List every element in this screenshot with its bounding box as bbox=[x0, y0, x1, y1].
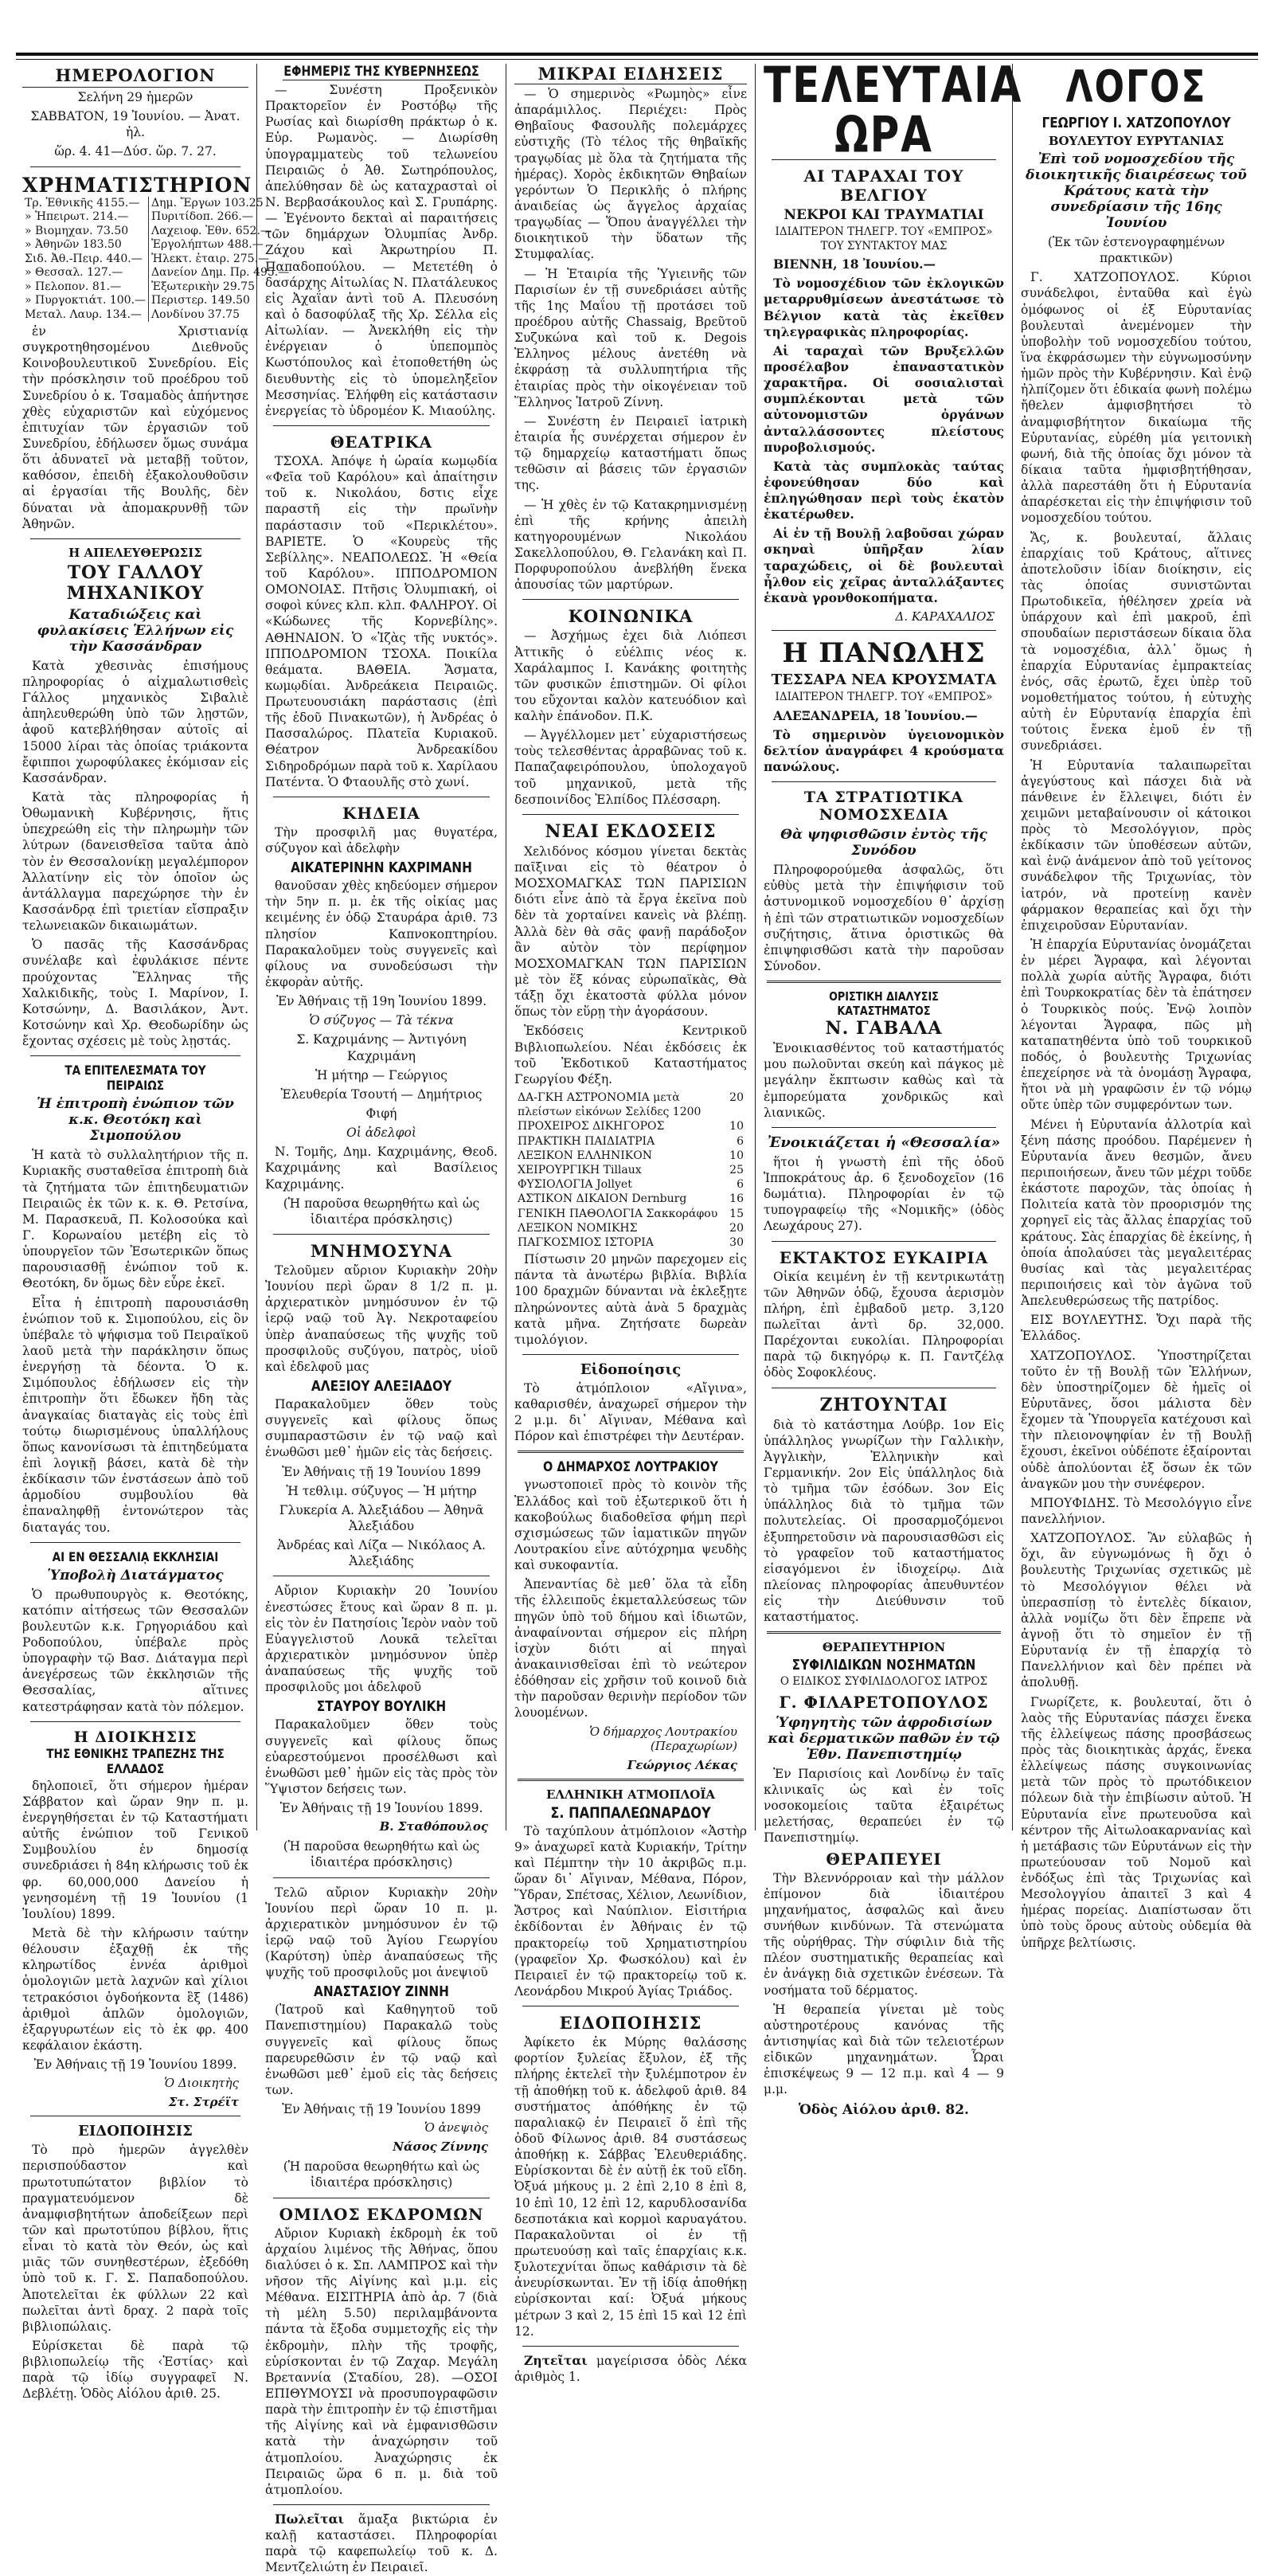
book-price: 10 bbox=[729, 1149, 744, 1162]
brief-paragraph: — Συνέστη ἐν Πειραιεῖ ἰατρικὴ ἑταιρία ἧς συνέρχεται σήμερον ἐν τῷ δημαρχείῳ καταστήματι ὅπως τεθῶσιν αἱ βάσεις τῶν ἐργασιῶν της. bbox=[514, 413, 747, 493]
divider bbox=[30, 1055, 240, 1056]
calendar-line: Σελήνη 29 ἡμερῶν bbox=[77, 90, 193, 104]
belgium-paragraph: Αἱ ταραχαὶ τῶν Βρυξελλῶν προσέλαβον ἐπαναστατικὸν χαρακτῆρα. Οἱ σοσιαλισταὶ συμπλέκονται μετὰ τῶν αὐτονομιστῶν ὀργάνων ἀνταλλάσσοντες πλείστους πυροβολισμούς. bbox=[764, 343, 1004, 455]
column-2 bbox=[259, 64, 504, 2575]
theatre-paragraph: ΤΣΟΧΑ. Ἀπόψε ἡ ὡραία κωμῳδία «Φεῖα τοῦ Καρόλου» καὶ ἀπαίτησιν τοῦ κ. Νικολάου, δστις εἶχε παραστῆ εἰς τὴν πρωϊνὴν παράστασιν τοῦ «Περικλέτου». ΒΑΡΙΕΤΕ. Ὁ «Κουρεὺς τῆς Σεβίλλης». ΝΕΑΠΟΛΕΩΣ. Ἡ «Θεία τοῦ Καρόλου». ΙΠΠΟΔΡΟΜΙΟΝ ΟΜΟΝΟΙΑΣ. Πτῆσις Ὀλυμπιακή, οἱ σοφοὶ κύνες κλπ. κλπ. ΦΑΛΗΡΟΥ. Οἱ «Κώδωνες τῆς Κορνεβίλης». ΑΘΗΝΑΙΟΝ. Ὁ «Ἰζὰς τῆς νυκτός». ΙΠΠΟΔΡΟΜΙΟΝ ΤΣΟΧΑ. Ποικίλα θεάματα. ΒΑΘΕΙΑ. Ἄσματα, κωμῳδίαι. Ἀνδρεάκεια Πειραιῶς. Πρωτευουσιάκη παράστασις (ἐπὶ τῆς ἐδοῦ Πινακωτῶν), ἡ Ἀνδρέας ὁ Πασσαλώρος. Πλατεῖα Κυριακοῦ. Θέατρον Ἀνδρεακίδου Σιδηροδρόμων παρὰ τοῦ κ. Χαρίλαου Πατέντα. Ὁ Φταουλῆς στὸ χωνί. bbox=[265, 453, 498, 789]
funeral-relatives: Οἱ ἀδελφοὶ bbox=[346, 1126, 416, 1141]
sale-notice bbox=[265, 2511, 498, 2576]
exchange-row bbox=[22, 308, 291, 323]
brief-paragraph: — Ἡ χθὲς ἐν τῷ Κατακρημνισμένῃ ἐπὶ τῆς κρήνης ἀπειλὴ κατηγορουμένων Νικολάου Σακελλοπούλου, Θ. Γελανάκη καὶ Π. Πορφυροπούλου ἀνεβλήθη ἕνεκα ἀπουσίας τῶν μαρτύρων. bbox=[514, 497, 747, 593]
notices-paragraph: Εὑρίσκεται δὲ παρὰ τῷ βιβλιοπωλείῳ τῆς ‹Ἑστίας› καὶ παρὰ τῷ ἰδίῳ συγγραφεῖ Ν. Δεβλέτῃ. Ὁδὸς Αἰόλου ἀριθ. 25. bbox=[22, 2338, 248, 2402]
column-rule bbox=[755, 64, 756, 1830]
exchange-cell-left: Μεταλ. Λαυρ. 134.— bbox=[22, 308, 149, 323]
speech-paragraph: ΧΑΤΖΟΠΟΥΛΟΣ. Ὑποστηρίζεται τοῦτο ἐν τῇ Βουλῇ τῶν Ἑλλήνων, δὲν ὑποστηρίζομεν δὲ ἡμεῖς οἱ Εὐρυτᾶνες, ὅσοι μάλιστα δὲν ἔχομεν τὰ Ὑπουργεῖα κατέχουσι καὶ τὴν πλειονοψηφίαν ἐν τῇ Βουλῇ ἔχουσι, ἐκεῖνοι οὐδέποτε ἐξαίρονται οὐδὲ ἀπολύονται ἐξ ὅσων ἐκ τῶν ἀναγκῶν μου τὴν συνέφερον. bbox=[1021, 1348, 1252, 1491]
bank-title: ΤΗΣ ΕΘΝΙΚΗΣ ΤΡΑΠΕΖΗΣ ΤΗΣ ΕΛΛΑΔΟΣ bbox=[46, 1745, 225, 1776]
store-title: Ν. ΓΑΒΑΛΑ bbox=[825, 1018, 943, 1039]
latest-hour-title: ΤΕΛΕΥΤΑΙΑ ΩΡΑ bbox=[764, 56, 1023, 164]
speech-note: (Ἐκ τῶν ἐστενογραφημένων πρακτικῶν) bbox=[1047, 235, 1225, 266]
brief-paragraph: — Ἡ Ἑταιρία τῆς Ὑγιεινῆς τῶν Παρισίων ἐν τῇ συνεδριάσει αὐτῆς τῆς 1ης Μαΐου τῇ προτάσει τοῦ προέδρου αὐτῆς Chassaig, Βρεῦτοῦ Συζυκώνα καὶ τοῦ κ. Degois Ἑλληνος μέλους ἀνετέθη νὰ ἐκφράσῃ τὰ συλλυπητήρια τῆς ἐταιρίας πρὸς τὴν οἰκογένειαν τοῦ Ἕλληνος Ἰατροῦ Ζίννη. bbox=[514, 266, 747, 409]
exchange-cell-left: » Ἀθηνῶν 183.50 bbox=[22, 238, 149, 253]
funeral-intro: Τὴν προσφιλῆ μας θυγατέρα, σύζυγον καὶ ἀδελφὴν bbox=[265, 824, 498, 856]
plague-dateline: ΑΛΕΞΑΝΔΡΕΙΑ, 18 Ἰουνίου.— bbox=[773, 707, 978, 723]
speech-paragraph: Ἡ ἐπαρχία Εὐρυτανίας ὀνομάζεται ἐν μέρει Ἄγραφα, καὶ λέγονται πολλὰ χωρία αὐτῆς Ἄγραφα, διότι ἐπὶ Τουρκοκρατίας δὲν τὰ ἐπάτησεν ὁ Τουρκικὸς πούς. Ἐνῷ λοιπὸν λέγονται Ἄγραφα, πῶς μὴ καταπατηθέντα ὑπὸ τοῦ τουρκικοῦ ποδός, ὁ βουλευτὴς Τριχωνίας ἐπεχείρησε νὰ τὰ ὀνομάσῃ Ἄγραφα, ἤτοι νὰ μὴ γραφῶσιν ἐν τῷ νόμῳ οὔτε ὑπὲρ τῶν συμφερόντων των. bbox=[1021, 938, 1252, 1113]
divider bbox=[30, 1542, 240, 1543]
divider bbox=[273, 2504, 490, 2505]
book-price: 20 bbox=[729, 1221, 744, 1235]
belgium-wire: ΙΔΙΑΙΤΕΡΟΝ ΤΗΛΕΓΡ. ΤΟΥ «ΕΜΠΡΟΣ» ΤΟΥ ΣΥΝΤΑΚΤΟΥ ΜΑΣ bbox=[775, 225, 993, 253]
memorial-paragraph: Παρακαλοῦμεν ὅθεν τοὺς συγγενεῖς καὶ φίλους ὅπως εὐαρεστούμενοι προσέλθωσι καὶ ἐνωθῶσι μεθ᾽ ἡμῶν εἰς τὰς πρὸς τὸν Ὕψιστον δεήσεις των. bbox=[265, 1717, 498, 1796]
memorial-title: ΜΝΗΜΟΣΥΝΑ bbox=[310, 1241, 453, 1261]
social-paragraph: — Ἀσχήμως ἐχει διὰ Λιόπεσι Ἀττικῆς ὁ εὐέλπις νέος κ. Χαράλαμπος Ι. Κανάκης φοιτητὴς τῶν φυσικῶν ἐπιστημῶν. Οἱ φίλοι του εὔχονται καλὸν κατευόδιον καὶ καλὴν ἐπάνοδον. Π.Κ. bbox=[514, 628, 747, 724]
speech-subtitle: Ἐπὶ τοῦ νομοσχεδίου τῆς διοικητικῆς διαιρέσεως τοῦ Κράτους κατὰ τὴν συνεδρίασιν τῆς 16ης Ἰουνίου bbox=[1026, 151, 1247, 231]
social-title: ΚΟΙΝΩΝΙΚΑ bbox=[568, 606, 694, 627]
funeral-name: ΑΙΚΑΤΕΡΙΝΗΝ ΚΑΧΡΙΜΑΝΗ bbox=[291, 859, 472, 877]
divider bbox=[772, 1241, 996, 1242]
divider bbox=[273, 425, 490, 426]
book-title: ΠΡΟΧΕΙΡΟΣ ΔΙΚΗΓΟΡΟΣ bbox=[518, 1120, 665, 1133]
memorial-paragraph: Τελῶ αὔριον Κυριακὴν 20ὴν Ἰουνίου περὶ ὥραν 10 π. μ. ἀρχιερατικὸν μνημόσυνον ἐν τῷ ἱερῷ ναῷ τοῦ Ἁγίου Γεωργίου (Καρύτση) ὑπὲρ ἀναπαύσεως τῆς ψυχῆς τοῦ προσφιλοῦς μοι ἀνεψιοῦ bbox=[265, 1885, 498, 1980]
memorial-date: Ἐν Ἀθήναις τῇ 19 Ἰουνίου 1899 bbox=[282, 2102, 481, 2117]
clinic-name: Γ. ΦΙΛΑΡΕΤΟΠΟΥΛΟΣ bbox=[779, 1692, 989, 1712]
store-kicker: ΟΡΙΣΤΙΚΗ ΔΙΑΛΥΣΙΣ ΚΑΤΑΣΤΗΜΑΤΟΣ bbox=[829, 989, 939, 1019]
military-bills-paragraph: Πληροφορούμεθα ἀσφαλῶς, ὅτι εὐθὺς μετὰ τὴν ἐπιψήφισιν τοῦ ἀστυνομικοῦ νομοσχεδίου θ᾽ ἀρχίσῃ ἡ ἐπὶ τῶν στρατιωτικῶν νομοσχεδίων συζήτησις, ἅτινα ὁριστικῶς θὰ ἐπιψηφισθῶσι κατὰ τὴν παροῦσαν Σύνοδον. bbox=[764, 863, 1004, 973]
piraeus-title: ΤΑ ΕΠΙΤΕΛΕΣΜΑΤΑ ΤΟΥ ΠΕΙΡΑΙΩΣ bbox=[64, 1063, 206, 1094]
piraeus-paragraph: Εἶτα ἡ ἐπιτροπὴ παρουσιάσθη ἐνώπιον τοῦ κ. Σιμοπούλου, εἰς ὃν ὑπέβαλε τὸ ψήφισμα τοῦ Πειραϊκοῦ λαοῦ μετὰ τὴν παράκλησιν ὅπως ἐνεργήσῃ τὰ δέοντα. Ὁ κ. Σιμόπουλος ἐδήλωσεν εἰς τὴν ἐπιτροπὴν ὅτι ἔδωκεν ἤδη τὰς ἀναγκαίας διαταγὰς εἰς τοὺς ἐπὶ τούτῳ διωρισμένους ὑπαλλήλους ὅπως κανονίσωσι τὰ ἐπιτηδεύματα ἐπὶ λογικῇ βάσει, κατὰ δὲ τὴν ἐκδίκασιν τῶν ἐνστάσεων ἀπὸ τοῦ ἁρμοδίου συμβουλίου θὰ ἐπαναληφθῇ ἐντονώτερον τὰς διαταγάς του. bbox=[22, 1295, 248, 1535]
book-row bbox=[514, 1134, 747, 1149]
memorial-paragraph: (Ἰατροῦ καὶ Καθηγητοῦ τοῦ Πανεπιστημίου) Παρακαλῶ τοὺς συγγενεῖς καὶ φίλους ὅπως παρευρεθῶσιν ἐν τῷ ναῷ καὶ ἑνωθῶσι μεθ᾽ ἐμοῦ εἰς τὰς δεήσεις των. bbox=[265, 2002, 498, 2098]
notices-title: ΕΙΔΟΠΟΙΗΣΙΣ bbox=[78, 2123, 193, 2140]
divider bbox=[767, 1631, 1001, 1634]
mech-subtitle: Καταδιώξεις καὶ φυλακίσεις Ἑλλήνων εἰς τὴν Κασσάνδραν bbox=[37, 606, 234, 655]
jobs-paragraph: διὰ τὸ κατάστημα Λούβρ. 1ον Εἰς ὑπάλληλος γνωρίζων τὴν Γαλλικὴν, Ἀγγλικὴν, Ἑλληνικὴν καὶ Γερμανικήν. 2ον Εἰς ὑπάλληλος διὰ τὸ τμῆμα τῶν ἐσόδων. 3ον Εἰς ὑπάλληλος διὰ τὸ τμῆμα τῶν πολυτελείας. Οἱ προσαρμοζόμενοι ἐξυπηρετοῦσιν νὰ παρουσιασθῶσι εἰς τὸ γραφεῖον τοῦ καταστήματος εἰσαγόμενοι ἐν ἰδιοχείρῳ. Διὰ πλείονας πληροφορίας ἀπευθυντέον εἰς τὴν Διεύθυνσιν τοῦ καταστήματος. bbox=[764, 1417, 1004, 1625]
brief-news-title: ΜΙΚΡΑΙ ΕΙΔΗΣΕΙΣ bbox=[514, 64, 747, 84]
outing-title: ΟΜΙΛΟΣ ΕΚΔΡΟΜΩΝ bbox=[279, 2204, 484, 2224]
belgium-signature: Δ. ΚΑΡΑΧΑΛΙΟΣ bbox=[895, 609, 995, 624]
divider bbox=[30, 166, 240, 167]
mayor-title: Ο ΔΗΜΑΡΧΟΣ ΛΟΥΤΡΑΚΙΟΥ bbox=[543, 1459, 718, 1476]
new-editions-title: ΝΕΑΙ ΕΚΔΟΣΕΙΣ bbox=[545, 820, 717, 842]
exchange-cell-left: » Βιομηχαν. 73.50 bbox=[22, 225, 149, 239]
exchange-cell-right: Ἐργολήπτων 488.— bbox=[151, 238, 264, 252]
memorial-name: ΣΤΑΥΡΟΥ ΒΟΥΛΙΚΗ bbox=[316, 1698, 447, 1716]
book-title: ΑΣΤΙΚΟΝ ΔΙΚΑΙΟΝ Dernburg bbox=[518, 1192, 687, 1206]
steamship-title: Σ. ΠΑΠΠΑΛΕΩΝΑΡΔΟΥ bbox=[550, 1803, 711, 1822]
ship-notice-title: Εἰδοποίησις bbox=[580, 1360, 682, 1378]
belgium-title: ΑΙ ΤΑΡΑΧΑΙ ΤΟΥ ΒΕΛΓΙΟΥ bbox=[803, 166, 964, 205]
social-paragraph: — Ἀγγέλλομεν μετ᾽ εὐχαριστήσεως τοὺς τελεσθέντας ἀρραβῶνας τοῦ κ. Παπαζαφειρόπουλου, ὑπολοχαγοῦ τοῦ μηχανικοῦ, μετὰ τῆς δεσποινίδος Ἐλπίδος Πλέσσαρη. bbox=[514, 728, 747, 807]
exchange-cell-left: Τρ. Ἐθνικῆς 4155.— bbox=[22, 197, 149, 211]
mech-paragraph: Κατὰ χθεσινὰς ἐπισήμους πληροφορίας ὁ αἰχμαλωτισθεὶς Γάλλος μηχανικὸς Σιβαλιὲ ἀπηλευθερώθη ὑπὸ τῶν λῃστῶν, ἀφοῦ κατεβλήθησαν αὐτοῖς αἱ 15000 λίραι τὰς ὁποίας τριάκοντα ἔφιπποι χωροφύλακες ἐκόμισαν εἰς Κασσάνδραν. bbox=[22, 658, 248, 785]
exchange-row bbox=[22, 238, 291, 253]
exchange-row bbox=[22, 294, 291, 308]
wanted-notice bbox=[514, 2353, 747, 2385]
store-paragraph: Ἐνοικιασθέντος τοῦ καταστήματός μου πωλοῦνται σκεύη καὶ πάγκος μὲ μεγάλην ἔκπτωσιν καθὼς καὶ τὰ ἐμπορεύματα χονδρικῶς καὶ λιανικῶς. bbox=[764, 1041, 1004, 1120]
book-price: 16 bbox=[729, 1192, 744, 1206]
speech-paragraph: Ἡ Εὐρυτανία ταλαιπωρεῖται ἀγεγύστους καὶ πάσχει διὰ νὰ πάνθεινε ἐν ἔλλειψει, διότι ἐν χειμῶνι μεταβαίνουσιν οἱ κάτοικοι πρὸς τὸ Μεσολόγγιον, πρὸς ἐκδίκασιν τῶν ὑποθέσεων αὐτῶν, καὶ ἐνῷ ἀνάμενον ἀπὸ τοῦ γείτονος συνάδελφον τῆς Τριχωνίας, τὸν ἰατρόν, νὰ προτείνῃ κανὲν φάρμακον θεραπείας καὶ ὄχι τὴν ἐπιχειροῦσαν Εὐρυτανίαν. bbox=[1021, 758, 1252, 933]
notices-paragraph: Τὸ πρὸ ἡμερῶν ἀγγελθὲν περισπούδαστον καὶ πρωτοτυπώτατον βιβλίον τὸ πραγματευόμενον δὲ ἀναμφισβητήτων ἀποδείξεων περὶ τῶν καὶ πρωτοτύπου βίβλου, ἥτις εἶναι τὸ κατὰ τὸν Θεόν, ὡς καὶ μιᾶς τῶν συνηθεστέρων, ἐξεδόθη ὑπὸ τοῦ κ. Γ. Σ. Παπαδοπούλου. Ἀποτελεῖται ἐκ φύλλων 22 καὶ πωλεῖται ἀντὶ δραχ. 2 παρὰ τοῖς βιβλιοπώλαις. bbox=[22, 2143, 248, 2334]
plague-wire: ΙΔΙΑΙΤΕΡΟΝ ΤΗΛΕΓΡ. ΤΟΥ «ΕΜΠΡΟΣ» bbox=[775, 691, 993, 704]
plague-title: Η ΠΑΝΩΛΗΣ bbox=[782, 637, 986, 670]
book-price: 6 bbox=[737, 1178, 744, 1192]
rent-paragraph: ἥτοι ἡ γνωστὴ ἐπὶ τῆς ὁδοῦ Ἱπποκράτους ἀρ. 6 ξενοδοχεῖον (16 δωμάτια). Πληροφορίαι ἐν τῷ τυπογραφείῳ τῆς «Νομικῆς» (ὁδὸς Λεωχάρους 27). bbox=[764, 1154, 1004, 1234]
notice2-paragraph: Ἀφίκετο ἐκ Μύρης θαλάσσης φορτίον ξυλείας ἔξυλον, ἐξ τῆς πλήρης ἐκτελεῖ τὴν ξυλέμποτρον ἐν τῇ ἀποθήκῃ τοῦ κ. ἀδελφοῦ ἀριθ. 84 συστήματος ἀπόθήκης ἐν τῷ παραλιακῷ ἐν Πειραιεῖ ὅ ἐπὶ τῆς ὁδοῦ Φίλωνος ἀριθ. 84 συστάσεως ἀποθήκῃ κ. Σάββας Ἐλευθεριάδης. Εὑρίσκονται δὲ ἐν αὐτῇ ἐκ τοῦ εἴδη. Ὀξυά μήκους μ. 2 ἐπὶ 2,10 8 ἐπὶ 8, 10 ἐπὶ 10, 12 ἐπὶ 12, καρυδλοσανίδα δεσποτάκια καὶ κορμοὶ καρυαγάτου. Παρακαλοῦνται οἱ ἐν τῇ πρωτευούσῃ καὶ ταῖς ἐπαρχίαις κ.κ. ξυλοτεχνίται ὅπως καθάρισιν τὰ δὲ ἀνευρίσκωνται. Ἐν τῇ ἰδίᾳ ἀποθήκῃ εὑρίσκονται καί: Ὀξυά μήκους μέτρων 3 καὶ 2, 15 ἐπὶ 15 καὶ 12 ἐπὶ 12. bbox=[514, 2035, 747, 2339]
book-row bbox=[514, 1207, 747, 1221]
exchange-cell-right: Πυριτίδοπ. 266.— bbox=[151, 210, 253, 224]
exchange-cell-left: » Πελοπον. 81.— bbox=[22, 280, 149, 295]
memorial-paragraph: Τελοῦμεν αὔριον Κυριακὴν 20ὴν Ἰουνίου περὶ ὥραν 8 1/2 π. μ. ἀρχιερατικὸν μνημόσυνον ἐν τῷ ἱερῷ ναῷ τοῦ Ἀγ. Νεκροταφείου ὑπὲρ ἀναπαύσεως τῆς ψυχῆς τοῦ προσφιλοῦς συζύγου, πατρὸς, υἱοῦ καὶ ἐδελφοῦ μας bbox=[265, 1263, 498, 1374]
speech-paragraph: Ἄς, κ. βουλευταί, ἄλλαις ἐπαρχίαις τοῦ Κράτους, αἵτινες ἀποτελοῦσιν ἰδίαν διοίκησιν, εἰς τὰς ὁποίας συνιστῶνται Πρωτοδικεῖα, ἠθέλησεν χρεία νὰ ὑπάρχουν καὶ ἐπὶ μακροῦ, ἐπὶ σπουδαίων περιστάσεων δίκαια ὅλα τὰ νομοσχέδια, ἀλλ᾽ ὅμως ἡ ἐπαρχία Εὐρυτανίας ἐμπρακτείας ἐνός, σᾶς ἐρωτῶ, ἔχει ὑπὲρ τοῦ νομοθετήματος τούτου, ἡ εὐτυχὴς αὐτὴ ἐν Εὐρυτανίᾳ ἐπαρχία ἐπὶ τούτοις ἔνεκα ἐμοῦ ἐν τῇ συνεδριάσει. bbox=[1021, 530, 1252, 754]
book-price: 20 bbox=[729, 1091, 744, 1105]
exchange-cell-right: Λονδίνου 37.75 bbox=[151, 307, 240, 321]
mech-kicker: Η ΑΠΕΛΕΥΘΕΡΩΣΙΣ bbox=[68, 545, 202, 560]
clinic-doctor: Ο ΕΙΔΙΚΟΣ ΣΥΦΙΛΙΔΟΛΟΓΟΣ ΙΑΤΡΟΣ bbox=[780, 1675, 988, 1689]
exchange-cell-left: » Πυργοκτιάτ. 100.— bbox=[22, 294, 149, 308]
wanted-text: μαγείρισσα ὁδὸς Λέκα ἀριθμὸς 1. bbox=[514, 2353, 747, 2384]
divider bbox=[30, 538, 240, 539]
exchange-cell-left: Σιδ. Ἀθ.-Πειρ. 440.— bbox=[22, 253, 149, 267]
ship-paragraph: Τὸ ἀτμόπλοιον «Αἴγινα», καθαρισθέν, ἀναχωρεῖ σήμερον τὴν 2 μ.μ. δι᾽ Αἴγιναν, Μέθανα καὶ Πόρον καὶ ἐπιστρέφει τὴν Δευτέραν. bbox=[514, 1380, 747, 1444]
outing-paragraph: Αὔριον Κυριακὴ ἐκδρομὴ ἐκ τοῦ ἀρχαίου λιμένος τῆς Ἀθήνας, ὅπου διαλύσει ὁ κ. Σπ. ΛΑΜΠΡΟΣ καὶ τὴν νῆσον τῆς Αἰγίνης καὶ μ.μ. εἰς Μέθανα. ΕΙΣΙΤΗΡΙΑ ἀπὸ ἀρ. 7 (διὰ τὴ μέλη 5.50) περιλαμβάνοντα πάντα τὰ ἔξοδα συμμετοχῆς εἰς τὴν ἐκδρομὴν, πλὴν τῆς τροφῆς, εὑρίσκονται ἐν τῷ Ζαχαρ. Μεγάλη Βρεταννία (Σταδίου, 28). —ΟΣΟΙ ΕΠΙΘΥΜΟΥΣΙ νὰ προσυπογραφῶσιν παρὰ τὴν ἐπιτροπὴν ἐν τῷ ἐπιστῆμαι τῆς Αἰγίνης καὶ νὰ ἐμφανισθῶσιν κατὰ τὴν ἀναχώρησιν τοῦ ἀτμοπλοίου. Ἀναχώρησις ἐκ Πειραιῶς ὥρα 6 π. μ. διὰ τοῦ ἀτμοπλοίου. bbox=[265, 2226, 498, 2497]
exchange-title: ΧΡΗΜΑΤΙΣΤΗΡΙΟΝ bbox=[22, 173, 252, 197]
book-row bbox=[514, 1119, 747, 1133]
bank-date: Ἐν Ἀθήναις τῇ 19 Ἰουνίου 1899. bbox=[33, 2057, 237, 2073]
columns bbox=[16, 56, 1258, 2575]
congress-text: ἐν Χριστιανίᾳ συγκροτηθησομένου Διεθνοῦς Κοινοβουλευτικοῦ Συνεδρίου. Εἰς τὴν πρόσκλησιν τοῦ προέδρου τοῦ Συνεδρίου ὁ κ. Τσαμαδὸς ἀπήντησε χθὲς εὐχαριστῶν καὶ εὐχόμενος ἐπιτυχίαν τῶν ἐργασιῶν τοῦ Συνεδρίου, ἐδήλωσεν ὅμως συνάμα ὅτι ἀδυνατεῖ νὰ μεταβῇ τοῦτον, καθόσον, ἐπειδὴ ἐξακολουθοῦσιν αἱ ἐργασίαι τῆς Βουλῆς, δὲν δύναται νὰ ἀπομακρυνθῇ τῶν Ἀθηνῶν. bbox=[22, 324, 248, 531]
memorial-relatives: Γλυκερία Α. Ἀλεξιάδου — Ἀθηνᾶ Ἀλεξιάδου bbox=[279, 1502, 484, 1533]
military-bills-title: ΤΑ ΣΤΡΑΤΙΩΤΙΚΑ ΝΟΜΟΣΧΕΔΙΑ bbox=[803, 789, 964, 824]
exchange-row bbox=[22, 197, 291, 211]
exchange-cell-left: » Θεσσαλ. 127.— bbox=[22, 266, 149, 280]
belgium-subtitle: ΝΕΚΡΟΙ ΚΑΙ ΤΡΑΥΜΑΤΙΑΙ bbox=[784, 207, 984, 223]
bargain-paragraph: Οἰκία κειμένη ἐν τῇ κεντρικωτάτῃ τῶν Ἀθηνῶν ὁδῷ, ἔχουσα ἀερισμὸν πλήρη, ἐπὶ ἐμβαδοῦ μετρ. 3,120 πωλεῖται ἀντὶ δρ. 32,000. Παρέχονται ευκολίαι. Πληροφορίαι παρὰ τῷ δικηγόρῳ κ. Π. Γαντζέλᾳ ὁδὸς Σοφοκλέους. bbox=[764, 1269, 1004, 1380]
mech-paragraph: Κατὰ τὰς πληροφορίας ἡ Ὀθωμανικὴ Κυβέρνησις, ἥτις ὑπεχρεώθη εἰς τὴν πληρωμὴν τῶν λύτρων (δανεισθεῖσα ταῦτα ἀπὸ τὸν ἐν Θεσσαλονίκῃ μεγαλέμπορον Ἀλλατίνην εἰς τὸν ὁποῖον ὡς ἀντάλλαγμα παρεχώρησε τὴν ἐν Κασσάνδρᾳ ἐπὶ τριετίαν εἴσπραξιν τελωνειακῶν δικαιωμάτων. bbox=[22, 790, 248, 934]
exchange-table bbox=[22, 197, 291, 323]
mayor-signature: Γεώργιος Λέκας bbox=[627, 1757, 737, 1772]
header-rule bbox=[16, 53, 1258, 56]
clinic-paragraph: Ἐν Παρισίοις καὶ Λονδίνῳ ἐν ταῖς κλινικαῖς ὡς καὶ ἐν τοῖς νοσοκομείοις ταῦτα ἐξαιρέτως μελετήσας, θεραπεύει ἐν τῷ Πανεπιστημίῳ. bbox=[764, 1766, 1004, 1846]
memorial-note: (Ἡ παροῦσα θεωρηθήτω καὶ ὡς ἰδιαιτέρα πρόσκλησις) bbox=[283, 2159, 480, 2190]
piraeus-subtitle: Ἡ ἐπιτροπὴ ἐνώπιον τῶν κ.κ. Θεοτόκη καὶ Σιμοπούλου bbox=[37, 1096, 234, 1145]
divider bbox=[772, 781, 996, 782]
exchange-cell-right: Λαχειοφ. Ἐθν. 652.— bbox=[151, 224, 272, 237]
exchange-cell-right: Ἠλεκτ. ἐταιρ. 275.— bbox=[151, 252, 270, 265]
gazette-title: ΕΦΗΜΕΡΙΣ ΤΗΣ ΚΥΒΕΡΝΗΣΕΩΣ bbox=[283, 64, 479, 80]
memorial-paragraph: Αὔριον Κυριακὴν 20 Ἰουνίου ἐνεστώσες ἔτους καὶ ὥραν 8 π. μ. εἰς τὸν ἐν Πατησίοις Ἱερὸν ναὸν τοῦ Εὐαγγελιστοῦ Λουκᾶ τελεῖται ἀρχιερατικὸν μνημόσυνον ὑπὲρ ἀναπαύσεως τῆς ψυχῆς τοῦ προσφιλοῦς μοι ἀδελφοῦ bbox=[265, 1584, 498, 1695]
book-price: 15 bbox=[729, 1207, 744, 1220]
mech-paragraph: Ὁ πασᾶς τῆς Κασσάνδρας συνέλαβε καὶ ἐφυλάκισε πέντε προύχοντας Ἕλληνας τῆς Χαλκιδικῆς, τοὺς Ι. Μαρίνον, Ι. Κοτσώνην, Δ. Βασιλάκον, Ἀντ. Κοτσώνην καὶ Χρ. Θεοδωρίδην ὡς ἔχοντας σχέσεις μὲ τοὺς λῃστάς. bbox=[22, 938, 248, 1049]
mech-title: ΤΟΥ ΓΑΛΛΟΥ ΜΗΧΑΝΙΚΟΥ bbox=[66, 562, 205, 604]
bank-signature: Στ. Στρέϊτ bbox=[168, 2095, 239, 2110]
exchange-row bbox=[22, 210, 291, 225]
memorial-date: Ἐν Ἀθήναις τῇ 19 Ἰουνίου 1899 bbox=[282, 1464, 481, 1479]
theatre-title: ΘΕΑΤΡΙΚΑ bbox=[330, 432, 433, 452]
clinic-kicker: ΘΕΡΑΠΕΥΤΗΡΙΟΝ bbox=[822, 1640, 946, 1655]
thessaly-subtitle: Ὑποβολὴ Διατάγματος bbox=[47, 1567, 224, 1584]
cure-paragraph: Τὴν Βλεννόρροιαν καὶ τὴν μάλλον ἐπίμονον διὰ ἰδιαιτέρου μηχανήματος, ἀσφαλῶς καὶ ἄνευ συνήθων κινδύνων. Τὰ στενώματα τῆς οὐρήθρας. Τὴν σύφιλιν διὰ τῆς πλέον συστηματικῆς θεραπείας καὶ ἐν ἀνάγκῃ διὰ σχετικῶν ἐνέσεων. Τὰ νοσήματα τοῦ δέρματος. bbox=[764, 1870, 1004, 1998]
divider bbox=[522, 599, 739, 600]
divider bbox=[273, 1877, 490, 1878]
divider bbox=[273, 1234, 490, 1235]
mayor-paragraph: γνωστοποιεῖ πρὸς τὸ κοινὸν τῆς Ἑλλάδος καὶ τοῦ ἐξωτερικοῦ ὅτι ἡ κακοβούλως διαδοθεῖσα φήμη περὶ σχισμώσεως τῶν ἰαματικῶν πηγῶν Λουτρακίου εἶνε αὐτόχρημα ψευδὴς καὶ συκοφαντία. bbox=[514, 1478, 747, 1573]
belgium-paragraph: Αἱ ἐν τῇ Βουλῇ λαβοῦσαι χώραν σκηναὶ ὑπῆρξαν λίαν ταραχώδεις, οἱ δὲ βουλευταὶ ἦλθον εἰς χεῖρας ἀνταλλάξαντες ἑκανὰ γρονθοκοπήματα. bbox=[764, 526, 1004, 605]
funeral-note: (Ἡ παροῦσα θεωρηθήτω καὶ ὡς ἰδιαιτέρα πρόσκλησις) bbox=[283, 1196, 480, 1227]
memorial-role: Ὁ ἀνεψιὸς bbox=[424, 2120, 488, 2136]
calendar-line: ὥρ. 4. 41—Δύσ. ὥρ. 7. 27. bbox=[54, 144, 217, 159]
memorial-name: ΑΝΑΣΤΑΣΙΟΥ ΖΙΝΝΗ bbox=[314, 1983, 449, 2001]
book-title: ΠΡΑΚΤΙΚΗ ΠΑΙΔΙΑΤΡΙΑ bbox=[518, 1134, 655, 1148]
notice2-title: ΕΙΔΟΠΟΙΗΣΙΣ bbox=[559, 2013, 702, 2034]
book-price: 30 bbox=[729, 1235, 744, 1249]
speech-author: ΓΕΩΡΓΙΟΥ Ι. ΧΑΤΖΟΠΟΥΛΟΥ bbox=[1041, 115, 1231, 131]
book-row bbox=[514, 1149, 747, 1163]
steamship-kicker: ΕΛΛΗΝΙΚΗ ΑΤΜΟΠΛΟΪΑ bbox=[545, 1787, 716, 1802]
speech-author-role: ΒΟΥΛΕΥΤΟΥ ΕΥΡΥΤΑΝΙΑΣ bbox=[1048, 134, 1225, 148]
belgium-dateline: ΒΙΕΝΝΗ, 18 Ἰουνίου.— bbox=[773, 256, 936, 272]
book-row bbox=[514, 1221, 747, 1235]
divider bbox=[522, 814, 739, 815]
newspaper-page bbox=[16, 14, 1258, 2575]
book-title: ΔΑ-ΓΚΗ ΑΣΤΡΟΝΟΜΙΑ μετὰ πλείστων εἰκόνων Σελίδες 1200 bbox=[518, 1091, 701, 1119]
rent-lead: Ἐνοικιάζεται ἡ «Θεσσαλία» bbox=[767, 1133, 1001, 1151]
speech-paragraph: ΕΙΣ ΒΟΥΛΕΥΤΗΣ. Ὄχι παρὰ τῆς Ἑλλάδος. bbox=[1021, 1313, 1252, 1344]
funeral-date: Ἐν Ἀθήναις τῇ 19η Ἰουνίου 1899. bbox=[276, 994, 487, 1009]
book-row bbox=[514, 1090, 747, 1119]
exchange-row bbox=[22, 266, 291, 280]
funeral-relatives: Ὁ σύζυγος — Τὰ τέκνα bbox=[309, 1013, 454, 1028]
divider bbox=[522, 2346, 739, 2347]
brief-paragraph: — Ὁ σημερινὸς «Ρωμηὸς» εἶνε ἀπαράμιλλος. Περιέχει: Πρὸς Θηβαῖους Φασουλῆς πολεμάρχες εὐστιχῆς (Τὸ τέλος τῆς θηβαϊκῆς τραγῳδίας μὲ ὅλα τὰ ζητήματα τῆς ἡμέρας). Χορὸς ἐκδικητῶν Θηβαίων γερόντων Ὁ Περικλῆς ὁ πλήρης ἀναιδείας ὡς ἄγγελος ἀρχαίας τραγῳδίας — Ὅπου ἀναγγέλλει τὴν διοικητικοῦ τὴν ὕδατων τῆς Στυμφαλίας. bbox=[514, 87, 747, 262]
column-1 bbox=[16, 64, 290, 2402]
exchange-row bbox=[22, 225, 291, 239]
book-title: ΠΑΓΚΟΣΜΙΟΣ ΙΣΤΟΡΙΑ bbox=[518, 1235, 654, 1249]
steamship-paragraph: Τὸ ταχύπλουν ἀτμόπλοιον «Ἀστὴρ 9» ἀναχωρεῖ κατὰ Κυριακήν, Τρίτην καὶ Πέμπτην τὴν 10 ἀκριβῶς π.μ. ὥραν δι᾽ Αἴγιναν, Μέθανα, Πόρον, Ὕδραν, Σπέτσας, Χέλιον, Λεωνίδιον, Ἄστρος καὶ Ναύπλιον. Εἰσιτήρια ἐκδίδονται ἐν Ἀθήναις ἐν τῷ πρακτορείῳ τοῦ Χρηματιστηρίου (γραφεῖον Χρ. Φωσκόλου) καὶ ἐν Πειραιεῖ ἐν τῷ πρακτορείῳ τοῦ κ. Λεονάρδου Μικρού Ἀγίας Τριάδος. bbox=[514, 1823, 747, 1999]
bank-paragraph: Μετὰ δὲ τὴν κλήρωσιν ταύτην θέλουσιν ἐξαχθῇ ἐκ τῆς κληρωτίδος ἐννέα ἀριθμοὶ ὁμολογιῶν μετὰ λαχνῶν καὶ χίλιοι τετρακόσιοι ὀγδοήκοντα ἓξ (1486) ἀριθμοὶ ἁπλῶν ὁμολογιῶν, ἐξαργυρωτέων εἰς τὸ ἐκ φρ. 400 κεφάλαιον ἑκάστη. bbox=[22, 1926, 248, 2053]
clinic-title: ΣΥΦΙΛΙΔΙΚΩΝ ΝΟΣΗΜΑΤΩΝ bbox=[791, 1657, 976, 1674]
mayor-role: Ὁ δήμαρχος Λουτρακίου (Περαχωρίων) bbox=[589, 1724, 737, 1753]
exchange-cell-right: Δημ. Ἔργων 103.25 bbox=[151, 196, 264, 209]
divider bbox=[772, 1127, 996, 1128]
funeral-title: ΚΗΔΕΙΑ bbox=[342, 803, 420, 823]
memorial-paragraph: Παρακαλοῦμεν ὅθεν τοὺς συγγενεῖς καὶ φίλους ὅπως συμπαραστῶσιν ἐν τῷ ναῷ καὶ ἐνωθῶσι μεθ᾽ ἡμῶν εἰς τὰς δεήσεις. bbox=[265, 1396, 498, 1460]
thessaly-title: ΑΙ ΕΝ ΘΕΣΣΑΛΙᾼ ΕΚΚΛΗΣΙΑΙ bbox=[52, 1548, 219, 1564]
military-bills-subtitle: Θὰ ψηφισθῶσιν ἐντὸς τῆς Συνόδου bbox=[780, 827, 987, 859]
memorial-signature: Β. Σταθόπουλος bbox=[379, 1819, 488, 1834]
column-4 bbox=[757, 56, 1023, 2118]
calendar-line: ΣΑΒΒΑΤΟΝ, 19 Ἰουνίου. — Ἀνατ. ἡλ. bbox=[30, 109, 240, 140]
funeral-relatives: Ἐλευθερία Τσουτή — Δημήτριος bbox=[280, 1086, 483, 1102]
plague-paragraph: Τὸ σημερινὸν ὑγειονομικὸν δελτίον ἀναγράφει 4 κρούσματα πανώλους. bbox=[764, 726, 1004, 775]
exchange-cell-left: » Ἠπειρωτ. 214.— bbox=[22, 210, 149, 225]
exchange-row bbox=[22, 253, 291, 267]
speech-paragraph: Γνωρίζετε, κ. βουλευταί, ὅτι ὁ λαὸς τῆς Εὐρυτανίας πάσχει ἕνεκα τῆς ἐλλείψεως πάσης προσβάσεως πρὸς τὰς διοικητικὰς ἀρχάς, ἕνεκα ἐλλείψεως πάσης συγκοινωνίας μετὰ τῶν πρὸς τὸ πρωτόδικειον πόλεων διὰ τὴν ἐπιβίωσιν αὐτοῦ. Ἡ Εὐρυτανία εἶνε πρωτευοῦσα καὶ κέντρον τῆς Αἰτωλοακαρνανίας καὶ ἡ μετάβασις τῶν Εὐρυτάνων εἰς τὴν πρωτεύουσαν τοῦ Νομοῦ καὶ ἐνδόξως ἐπὶ τὰς Τριχωνίας καὶ Μεσολογγίου ἀπαιτεῖ 3 καὶ 4 ἡμέρας πορείας. Διαπίστωσαν ὅτι ὑπὸ τοὺς ὅρους αὐτοὺς οὐδεμία θὰ ὑπῆρχε βελτίωσις. bbox=[1021, 1694, 1252, 1950]
bargain-title: ΕΚΤΑΚΤΟΣ ΕΥΚΑΙΡΙΑ bbox=[779, 1247, 989, 1267]
exchange-row bbox=[22, 280, 291, 295]
memorial-signature: Νάσος Ζίννης bbox=[393, 2139, 488, 2155]
divider bbox=[772, 630, 996, 631]
gazette-paragraph: — Συνέστη Προξενικὸν Πρακτορεῖον ἐν Ροστόβῳ τῆς Ρωσίας καὶ διωρίσθη πράκτωρ ὁ κ. Εὐρ. Ρωμανὸς. — Διωρίσθη ὑπογραμματεὺς τοῦ τελωνείου Πειραιῶς ὁ Ἀθ. Σωτηρόπουλος, ἀπελύθησαν δὲ ὡς καταχρασταὶ οἱ Ν. Βερβασάκουλος καὶ Σ. Γρυπάρης. — Ἐγένοντο δεκταὶ αἱ παραιτήσεις τῶν δημάρχων Ὀλυμπίας Ἀνδρ. Ζάχου καὶ Ἀκρωτηρίου Π. Παπαδοπούλου. — Μετετέθη ὁ δασάρχης Αἰτωλίας Ν. Πλατάλευκος εἰς Ἀχαΐαν ἀντὶ τοῦ Α. Πλευσόνη καὶ ὁ δασοφύλαξ τῆς Χρ. Σέλλα εἰς Αἰτωλίαν. — Ἀνεκλήθη εἰς τὴν ἐνέργειαν ὁ ὑπεπομπὸς Κωστόπουλος καὶ ἐτοποθετήθη ὡς διευθυντὴς εἰς τὸ ὑπομεληξεῖον Μεσσηνίας. Ἐλήφθη εἰς κατάστασιν ἐνεργείας τὸ ὑδρομέον Κ. Μιαούλης. bbox=[265, 83, 498, 418]
calendar-title: ΗΜΕΡΟΛΟΓΙΟΝ bbox=[22, 64, 248, 88]
cure-paragraph: Ἡ θεραπεία γίνεται μὲ τοὺς αὐστηροτέρους κανόνας τῆς ἀντισηψίας καὶ διὰ τῶν τελειοτέρων εἰδικῶν μηχανημάτων. Ὧραι ἐπισκέψεως 9 — 12 π.μ. καὶ 4 — 9 μ.μ. bbox=[764, 2002, 1004, 2097]
header-rule-thin bbox=[16, 59, 1258, 60]
editions-paragraph: Ἐκδόσεις Κεντρικοῦ Βιβλιοπωλείου. Νέαι ἐκδόσεις ἐκ τοῦ Ἐκδοτικοῦ Καταστήματος Γεωργίου Φέξη. bbox=[514, 1024, 747, 1086]
book-price-list bbox=[514, 1090, 747, 1250]
belgium-paragraph: Τὸ νομοσχέδιον τῶν ἐκλογικῶν μεταρρυθμίσεων ἀνεστάτωσε τὸ Βέλγιον κατὰ τὰς ἐκεῖθεν τηλεγραφικὰς πληροφορίας. bbox=[764, 276, 1004, 339]
bank-paragraph: δηλοποιεῖ, ὅτι σήμερον ἡμέραν Σάββατον καὶ ὥραν 9ην π. μ. ἐνεργηθήσεται ἐν τῷ Καταστήματι αὐτῆς ἐνώπιον τοῦ Γενικοῦ Συμβουλίου ἐν δημοσίᾳ συνεδριάσει ἡ 84η κλήρωσις τοῦ ἐκ φρ. 60,000,000 Δανείου ἡ γενησομένη τῇ 19 Ἰουνίου (1 Ἰουλίου) 1899. bbox=[22, 1778, 248, 1921]
piraeus-paragraph: Ἡ κατὰ τὸ συλλαλητήριον τῆς π. Κυριακῆς συσταθεῖσα ἐπιτροπὴ διὰ τὰ ζητήματα τῶν ἐπιτηδευματιῶν Πειραιῶς ἐκ τῶν κ. κ. Θ. Ρετσίνα, Μ. Παρασκευᾶ, Π. Κολοσούκα καὶ Γ. Κορωναίου μετέβη εἰς τὸ ὑπουργεῖον τῶν Ἐσωτερικῶν ὅπως παρουσιασθῇ ἐνώπιον τοῦ κ. Θεοτόκη, δν ὅμως δὲν εὗρε ἐκεῖ. bbox=[22, 1148, 248, 1291]
memorial-date: Ἐν Ἀθήναις τῇ 19 Ἰουνίου 1899. bbox=[279, 1801, 483, 1816]
speech-paragraph: ΜΠΟΥΦΙΔΗΣ. Τὸ Μεσολόγγιο εἶνε πανελλήνιον. bbox=[1021, 1495, 1252, 1526]
sale-lead: Πωλεῖται bbox=[275, 2511, 345, 2527]
funeral-relatives: Ἡ μήτηρ — Γεώργιος bbox=[315, 1067, 447, 1082]
funeral-relatives: Φιφή bbox=[365, 1106, 397, 1122]
belgium-paragraph: Κατὰ τὰς συμπλοκὰς ταύτας ἐφονεύθησαν δύο καὶ ἐπληγώθησαν περὶ τοὺς ἑκατὸν ἐκατέρωθεν. bbox=[764, 458, 1004, 523]
speech-paragraph: Μένει ἡ Εὐρυτανία ἀλλοτρία καὶ ξένη πάσης προόδου. Παρέμενεν ἡ Εὐρυτανία ἄνευ θεσμῶν, ἄνευ περιποιήσεων, ἄνευ τῶν μέχρι τοῦδε ἑκάστοτε παροχῶν, τὰς ὁποίας ἡ Πολιτεία κατὰ τὸν προορισμόν της χορηγεῖ εἰς τὰς ἄλλας ἐπαρχίας τοῦ κράτους. Σὰς ἐπαρχίας δὲ ἐκείνης, ἡ ὁποία ἀπολαύσει τὰς μεγαλειτέρας θυσίας καὶ τὰς μεγαλειτέρας περιποιήσεις καὶ τὸν ἀγῶνα τοῦ Ἀπελευθερώσεως τῆς πατρίδος. bbox=[1021, 1117, 1252, 1309]
memorial-name: ΑΛΕΞΙΟΥ ΑΛΕΞΙΑΔΟΥ bbox=[311, 1377, 452, 1395]
book-price: 10 bbox=[729, 1120, 744, 1133]
book-title: ΛΕΞΙΚΟΝ ΕΛΛΗΝΙΚΟΝ bbox=[518, 1149, 652, 1162]
memorial-note: (Ἡ παροῦσα θεωρηθήτω καὶ ὡς ἰδιαιτέρα πρόσκλησις) bbox=[283, 1839, 480, 1870]
divider bbox=[518, 1450, 744, 1453]
speech-title: ΛΟΓΟΣ bbox=[1065, 61, 1207, 113]
funeral-relatives: Ν. Τομῆς, Δημ. Καχριμάνης, Θεοδ. Καχριμάνης καὶ Βασίλειος Καχριμάνης. bbox=[265, 1145, 498, 1192]
mayor-paragraph: Ἀπεναντίας δὲ μεθ᾽ ὅλα τὰ εἶδη τῆς ἐλλειποῦς ἐκμεταλλεύσεως τῶν πηγῶν ὑπὸ τοῦ δήμου καὶ ἰδιωτῶν, ἀναφαίνονται σήμερον εἰς πλήρη ἰσχὺν διότι αἱ πηγαὶ ἀνακαινισθεῖσαι ἐπὶ τὸ νεώτερον ἐδόθησαν εἰς χρῆσιν τοῦ κοινοῦ διὰ τὴν παροῦσαν θερινὴν περίοδον τῶν λουομένων. bbox=[514, 1577, 747, 1721]
editions-paragraph: Χελιδόνος κόσμου γίνεται δεκτὰς παῖξιναι εἰς τὸ θέατρον ὁ ΜΟΣΧΟΜΑΓΚΑΣ ΤΩΝ ΠΑΡΙΣΙΩΝ διότι εἶνε ἀπὸ τὰ ἔργα ἐκεῖνα ποὺ δὲν τὰ χορταίνει κανεὶς νὰ βλέπῃ. Ἀλλὰ δὲν θὰ σᾶς φανῇ παράδοξον ἂν αὐτὸν τὸν περίφημον ΜΟΣΧΟΜΑΓΚΑΝ ΤΩΝ ΠΑΡΙΣΙΩΝ μὲ τὸν ἕξ κόνας εὐρωπαϊκὰς, Θὰ τάξῃ ὄχι ἑκατοστὰ φύλλα μόνον ὅπως τὸν εὕρῃ τὴν ἀγοράσουν. bbox=[514, 844, 747, 1020]
funeral-relatives: Σ. Καχριμάνης — Ἀντιγόνη Καχριμάνη bbox=[296, 1032, 467, 1063]
book-title: ΛΕΞΙΚΟΝ ΝΟΜΙΚΗΣ bbox=[518, 1221, 638, 1235]
funeral-paragraph: θανοῦσαν χθὲς κηδεύομεν σήμερον τὴν 5ην π. μ. ἐκ τῆς οἰκίας μας κειμένης ἐν ὁδῷ Σταυράρα ἀριθ. 73 πλησίον Καπνοκοπτηρίου. Παρακαλοῦμεν τοὺς συγγενεῖς καὶ φίλους να συνοδεύσωσι τὴν ἐκφορὰν αὐτῆς. bbox=[265, 879, 498, 990]
memorial-relatives: Ἀνδρέας καὶ Λίζα — Νικόλαος Α. Ἀλεξιάδης bbox=[277, 1538, 486, 1569]
book-title: ΓΕΝΙΚΗ ΠΑΘΟΛΟΓΙΑ Σακκοράφου bbox=[518, 1207, 718, 1220]
divider bbox=[522, 1354, 739, 1355]
column-rule bbox=[1012, 64, 1013, 1830]
book-price: 25 bbox=[729, 1163, 744, 1176]
speech-paragraph: Γ. ΧΑΤΖΟΠΟΥΛΟΣ. Κύριοι συνάδελφοι, ἐνταῦθα καὶ ἐγὼ ὁμόφωνος οἱ ἐξ Εὐρυτανίας βουλευταὶ ἀνεμένομεν τὴν ὑποβολὴν τοῦ νομοσχεδίου τούτου, ἵνα ἐκφράσωμεν τὴν εὐγνωμοσύνην ἡμῶν πρὸς τὴν Κυβέρνησιν. Καὶ ἐνῷ ἠλπίζομεν ὅτι ἐδικαία φωνὴ πολέμω ἤθελεν ἀμφισβητήσει τὸ ἀναμφισβήτητον δικαίωμα τῆς Εὐρυτανίας, εὑρέθη μία γειτονικὴ φωνή, διὰ τῆς ὁποίας ὅχι μόνον τὰ δίκαια ταῦτα ἠμφισβητήθησαν, ἀλλὰ παρεστάθη ὅτι ἡ Εὐρυτανία ἀπαρέσκεται εἰς τὴν ἐπιψήφισιν τοῦ νομοσχεδίου τούτου. bbox=[1021, 270, 1252, 526]
wanted-lead: Ζητεῖται bbox=[524, 2352, 588, 2368]
divider bbox=[518, 1779, 744, 1781]
editions-paragraph: Πίστωσιν 20 μηνῶν παρεχομεν εἰς πάντα τὰ ἀνωτέρω βιβλία. Βιβλία 100 δραχμῶν δύνανται νὰ ἐκλεξῃτε πληρώνοντες αὐτὰ ἀνὰ 5 δραχμὰς κατὰ μῆνα. Ζητήσατε δωρεὰν τιμολόγιον. bbox=[514, 1252, 747, 1347]
exchange-cell-right: Δανείον Δημ. Πρ. 495.— bbox=[151, 266, 290, 280]
divider bbox=[767, 981, 1001, 983]
divider bbox=[30, 1721, 240, 1722]
book-price: 6 bbox=[737, 1134, 744, 1148]
sale-text: ἅμαξα βικτώρια ἐν καλῇ καταστάσει. Πληροφορίαι παρὰ τῷ καφεπωλείῳ τοῦ κ. Δ. Μεντζελιώτη ἐν Πειραιεῖ. bbox=[265, 2512, 498, 2575]
thessaly-paragraph: Ὁ πρωθυπουργὸς κ. Θεοτόκης, κατόπιν αἰτήσεως τῶν Θεσσαλῶν βουλευτῶν κ.κ. Γρηγοριάδου καὶ Ροδοπούλου, ὑπέβαλε πρὸς ὑπογραφὴν τῷ Βασ. Διάταγμα περὶ ἀνεγέρσεως τῶν ἐκκλησιῶν τῆς Θεσσαλίας, αἵτινες κατεστράφησαν κατὰ τὸν πόλεμον. bbox=[22, 1587, 248, 1714]
book-row bbox=[514, 1177, 747, 1192]
book-title: ΦΥΣΙΟΛΟΓΙΑ Jollyet bbox=[518, 1178, 632, 1192]
bank-kicker: Η ΔΙΟΙΚΗΣΙΣ bbox=[73, 1728, 197, 1746]
column-5 bbox=[1014, 61, 1258, 1950]
speech-paragraph: ΧΑΤΖΟΠΟΥΛΟΣ. Ἂν εὐλαβῶς ἡ ὅχι, ἂν εὐγνωμόνως ἢ ὄχι ὁ βουλευτὴς Τριχωνίας σχετικῶς μὲ τὸ Μεσολόγγιον θέλει νὰ ὑπερασπίσῃ τὸ ἐντελὲς δίκαιον, ἀλλὰ νομίζω ὅτι δὲν ἔπρεπε νὰ ἀγνοῇ ὅτι τὸ σημεῖον ἐν τῇ Εὐρυτανίᾳ ἐν τῇ ἐπαρχίᾳ τὸ Πανελλήνιον καὶ δὲν πρέπει νὰ ἀπολυθῇ. bbox=[1021, 1531, 1252, 1690]
column-rule bbox=[256, 64, 257, 1830]
plague-subtitle: ΤΕΣΣΑΡΑ ΝΕΑ ΚΡΟΥΣΜΑΤΑ bbox=[771, 671, 997, 689]
book-row bbox=[514, 1163, 747, 1177]
clinic-subtitle: Ὑφηγητὴς τῶν ἀφροδισίων καὶ δερματικῶν παθῶν ἐν τῷ Ἐθν. Πανεπιστημίῳ bbox=[768, 1714, 1000, 1763]
exchange-cell-right: Περιστερ. 149.50 bbox=[151, 294, 250, 307]
jobs-title: ΖΗΤΟΥΝΤΑΙ bbox=[819, 1394, 948, 1415]
book-row bbox=[514, 1235, 747, 1250]
cure-title: ΘΕΡΑΠΕΥΕΙ bbox=[826, 1849, 942, 1869]
book-row bbox=[514, 1192, 747, 1206]
exchange-cell-right: Ἐξωτερικὴν 29.75 bbox=[151, 280, 255, 293]
memorial-relatives: Ἡ τεθλιμ. σύζυγος — Ἡ μήτηρ bbox=[286, 1483, 477, 1498]
column-3 bbox=[508, 64, 753, 2384]
book-title: ΧΕΙΡΟΥΡΓΙΚΗ Tillaux bbox=[518, 1163, 642, 1176]
bank-role: Ὁ Διοικητὴς bbox=[164, 2076, 239, 2091]
cure-address: Ὁδὸς Αἰόλου ἀριθ. 82. bbox=[799, 2101, 969, 2118]
